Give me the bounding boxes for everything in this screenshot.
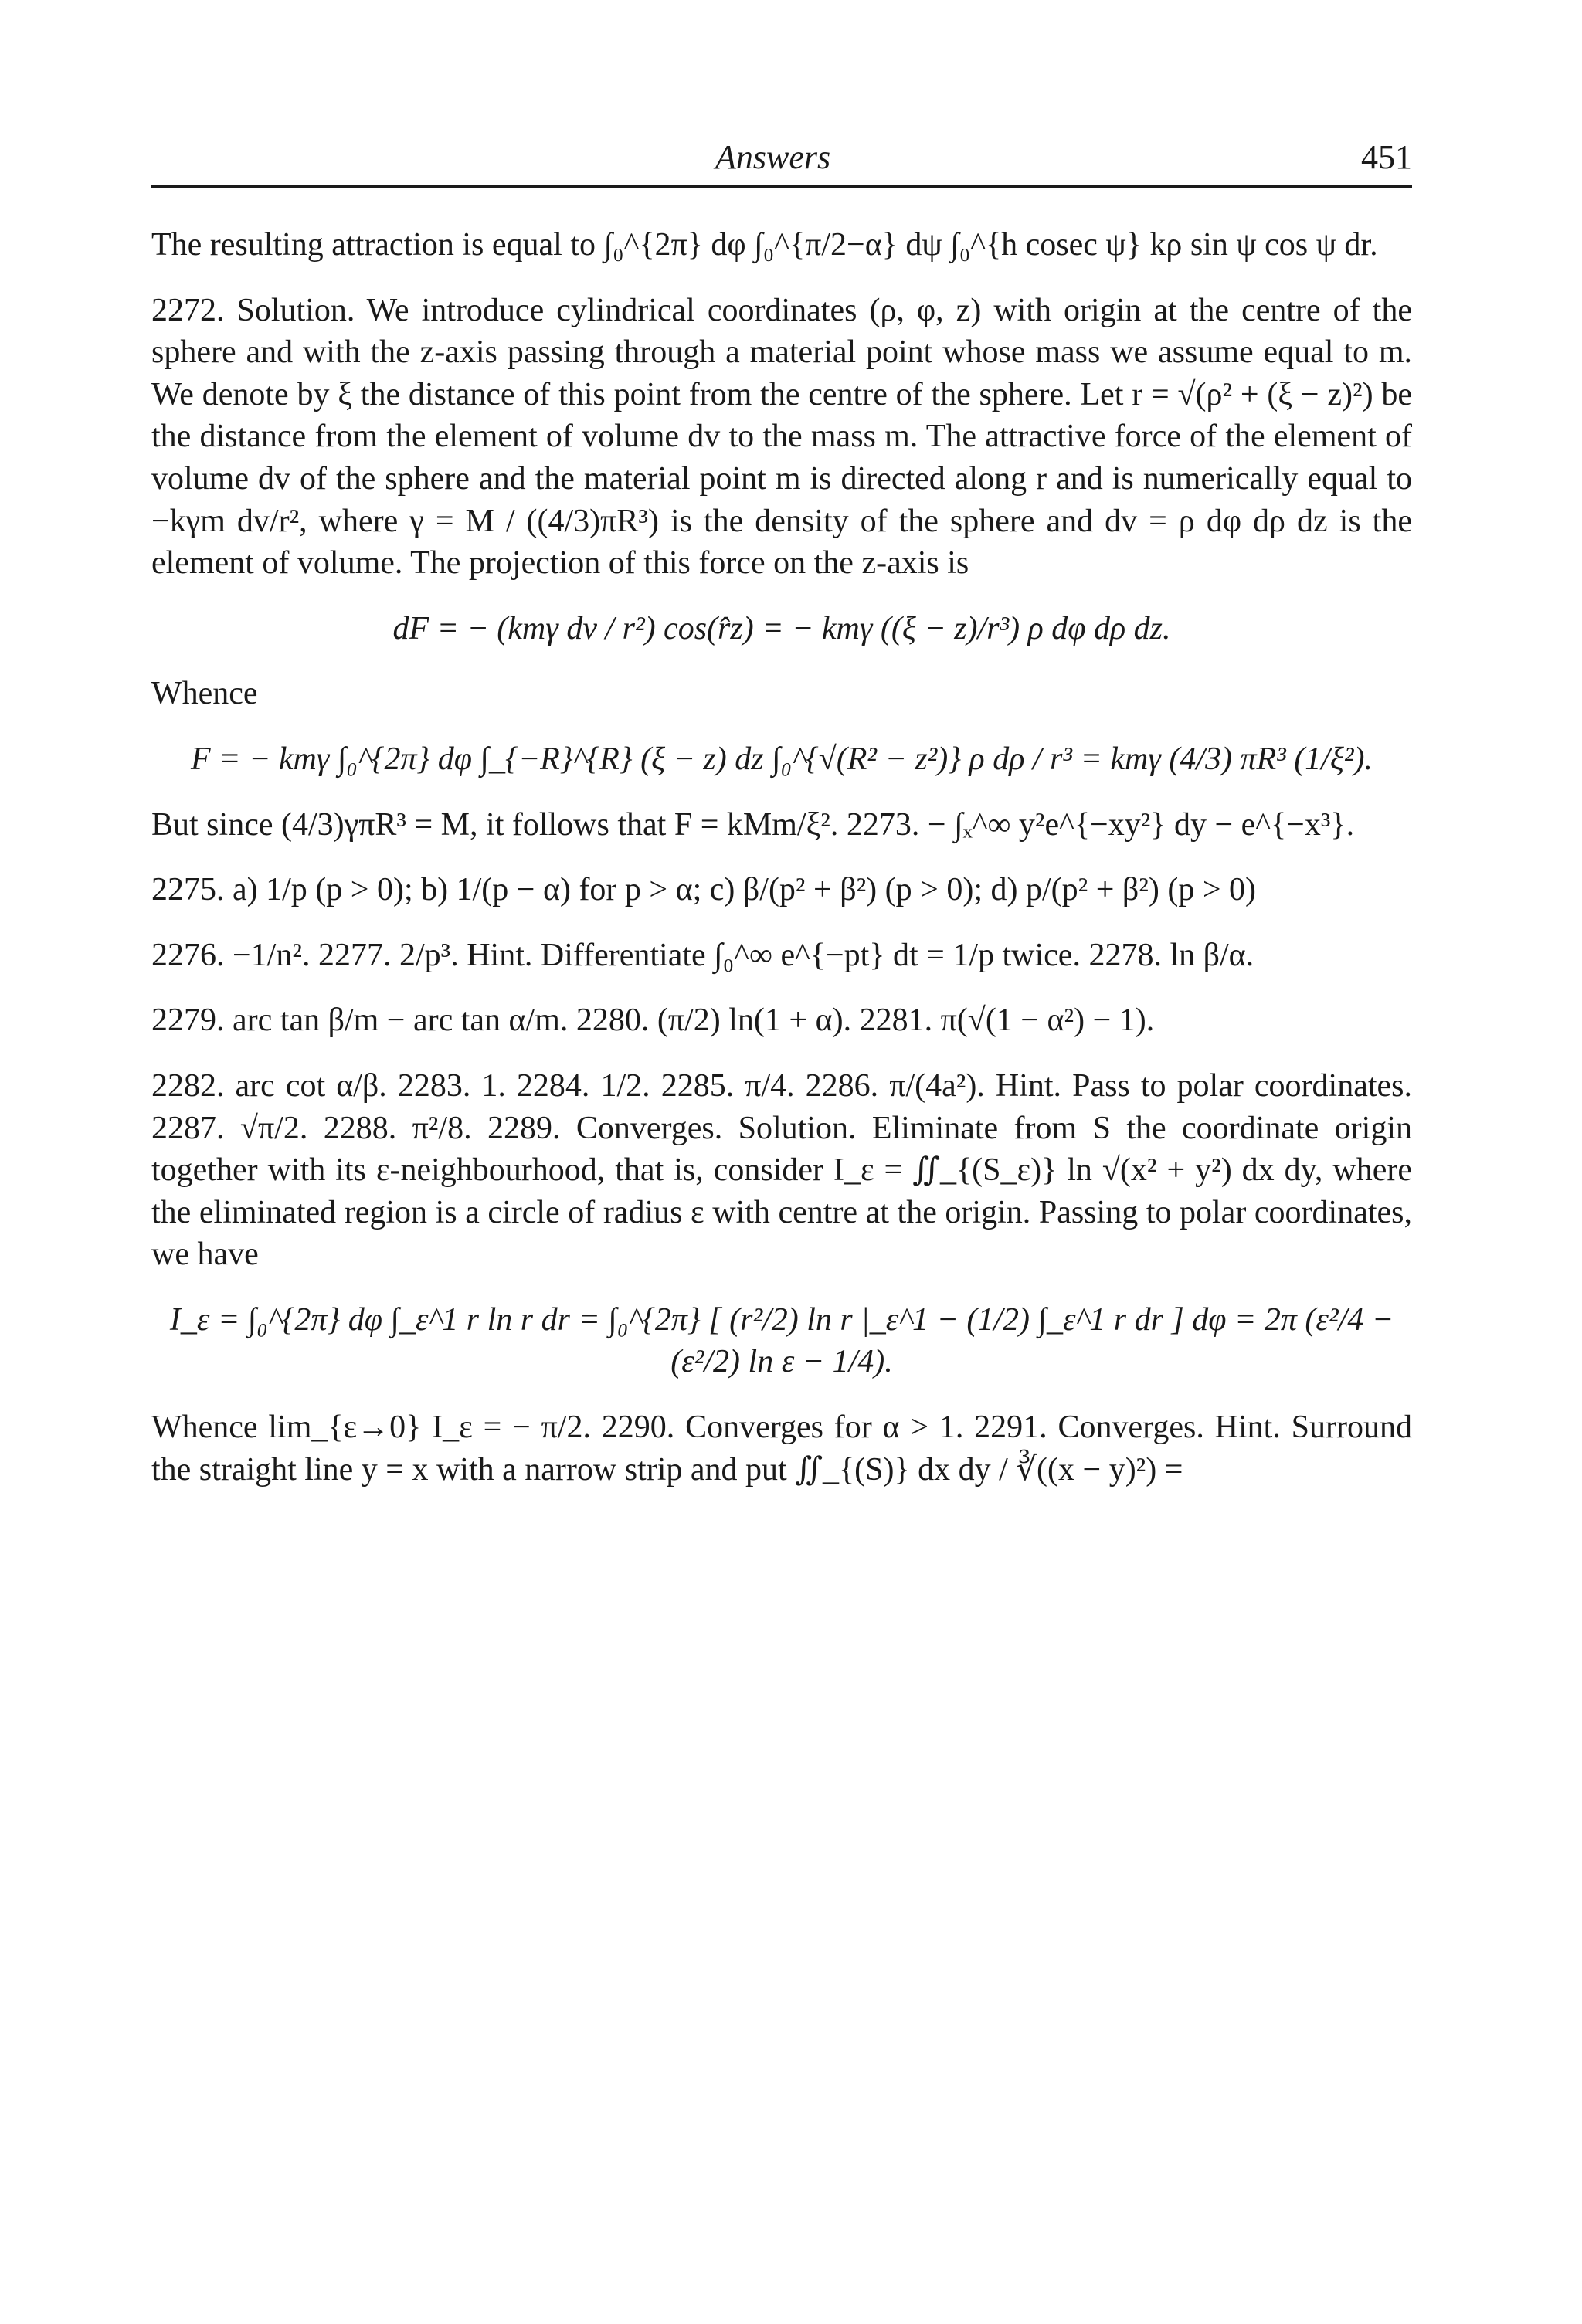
- equation-dF: dF = − (kmγ dv / r²) cos(r̂z) = − kmγ ((ξ − z)/r³) ρ dφ dρ dz.: [392, 610, 1171, 646]
- answers-2279-2281: 2279. arc tan β/m − arc tan α/m. 2280. (π/2) ln(1 + α). 2281. π(√(1 − α²) − 1).: [151, 1003, 1155, 1039]
- answers-2289-2291: Whence lim_{ε→0} I_ε = − π/2. 2290. Converges for α > 1. 2291. Converges. Hint. Surround the straight line y = x with a narrow strip and put ∬_{(S)} dx dy / ∛((x − y)²) =: [151, 1410, 1412, 1488]
- page-header: [151, 135, 1412, 188]
- answers-2272-2273: But since (4/3)γπR³ = M, it follows that F = kMm/ξ². 2273. − ∫ₓ^∞ y²e^{−xy²} dy − e^{−x³}.: [151, 806, 1355, 843]
- equation-F: F = − kmγ ∫₀^{2π} dφ ∫_{−R}^{R} (ξ − z) dz ∫₀^{√(R² − z²)} ρ dρ / r³ = kmγ (4/3) πR³ (1/ξ²).: [190, 741, 1373, 777]
- equation-I-epsilon: I_ε = ∫₀^{2π} dφ ∫_ε^1 r ln r dr = ∫₀^{2π} [ (r²/2) ln r |_ε^1 − (1/2) ∫_ε^1 r dr ] dφ = 2π (ε²/4 − (ε²/2) ln ε − 1/4).: [169, 1301, 1394, 1380]
- answers-2276-2278: 2276. −1/n². 2277. 2/p³. Hint. Differentiate ∫₀^∞ e^{−pt} dt = 1/p twice. 2278. ln β/α.: [151, 937, 1254, 973]
- page-number: 451: [1361, 138, 1412, 176]
- page-body: [151, 224, 1412, 1514]
- whence-label: Whence: [151, 676, 258, 712]
- answer-2272-solution: 2272. Solution. We introduce cylindrical coordinates (ρ, φ, z) with origin at the centre of the sphere and with the z-axis passing through a material point whose mass we assume equal to m. We denote by ξ the distance of this point from the centre of the sphere. Let r = √(ρ² + (ξ − z)²) be the distance from the element of volume dv to the mass m. The attractive force of the element of volume dv of the sphere and the material point m is directed along r and is numerically equal to −kγm dv/r², where γ = M / ((4/3)πR³) is the density of the sphere and dv = ρ dφ dρ dz is the element of volume. The projection of this force on the z-axis is: [151, 292, 1412, 582]
- attraction-integral-line: The resulting attraction is equal to ∫₀^{2π} dφ ∫₀^{π/2−α} dψ ∫₀^{h cosec ψ} kρ sin ψ cos ψ dr.: [151, 227, 1378, 263]
- answers-2282-2289: 2282. arc cot α/β. 2283. 1. 2284. 1/2. 2285. π/4. 2286. π/(4a²). Hint. Pass to polar coordinates. 2287. √π/2. 2288. π²/8. 2289. Converges. Solution. Eliminate from S the coordinate origin together with its ε-neighbourhood, that is, consider I_ε = ∬_{(S_ε)} ln √(x² + y²) dx dy, where the eliminated region is a circle of radius ε with centre at the origin. Passing to polar coordinates, we have: [151, 1067, 1412, 1273]
- answer-2275: 2275. a) 1/p (p > 0); b) 1/(p − α) for p > α; c) β/(p² + β²) (p > 0); d) p/(p² + β²) (p > 0): [151, 872, 1257, 908]
- running-head: Answers: [715, 138, 831, 176]
